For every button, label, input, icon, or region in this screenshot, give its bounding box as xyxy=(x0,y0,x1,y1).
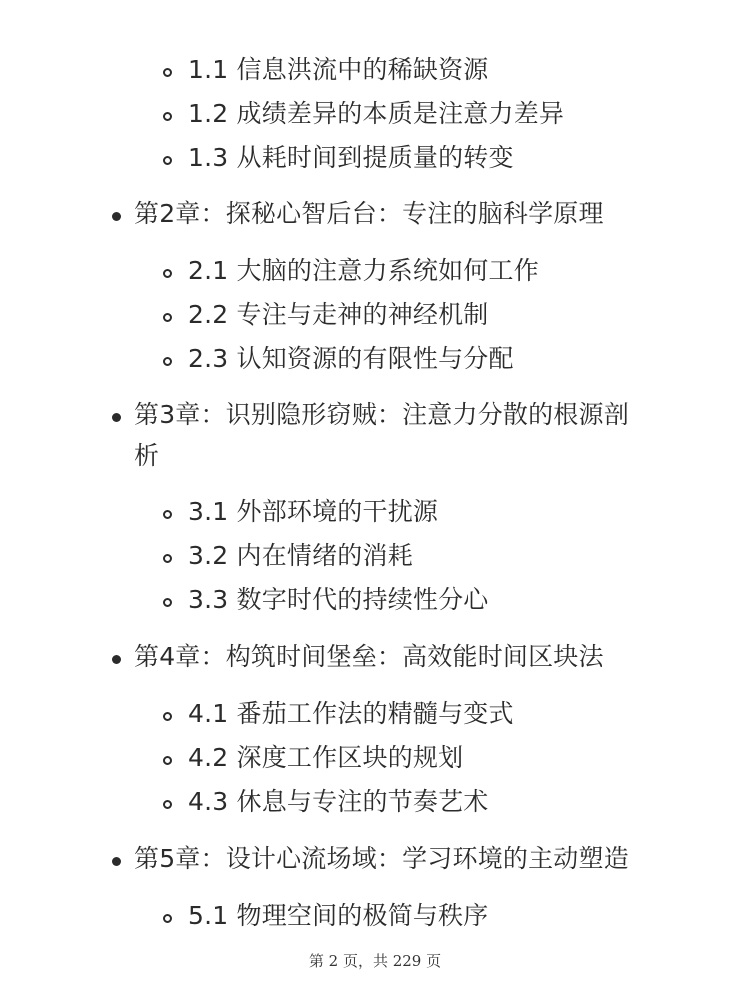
toc-subsection: 2.1 大脑的注意力系统如何工作 xyxy=(188,256,539,285)
page-number-footer: 第 2 页，共 229 页 xyxy=(308,952,442,970)
toc-subsection: 1.3 从耗时间到提质量的转变 xyxy=(188,143,514,172)
disc-bullet-icon xyxy=(112,655,121,664)
circle-bullet-icon xyxy=(163,914,172,923)
toc-subsection: 4.1 番茄工作法的精髓与变式 xyxy=(188,699,514,728)
toc-subsection: 2.2 专注与走神的神经机制 xyxy=(188,300,489,329)
circle-bullet-icon xyxy=(163,112,172,121)
toc-subsection: 3.2 内在情绪的消耗 xyxy=(188,541,413,570)
circle-bullet-icon xyxy=(163,598,172,607)
circle-bullet-icon xyxy=(163,357,172,366)
toc-chapter: 第2章：探秘心智后台：专注的脑科学原理 xyxy=(134,199,604,228)
toc-chapter: 第5章：设计心流场域：学习环境的主动塑造 xyxy=(134,844,629,873)
circle-bullet-icon xyxy=(163,554,172,563)
toc-subsection: 3.1 外部环境的干扰源 xyxy=(188,497,439,526)
toc-subsection: 5.1 物理空间的极简与秩序 xyxy=(188,901,489,930)
disc-bullet-icon xyxy=(112,413,121,422)
circle-bullet-icon xyxy=(163,800,172,809)
circle-bullet-icon xyxy=(163,269,172,278)
circle-bullet-icon xyxy=(163,313,172,322)
disc-bullet-icon xyxy=(112,857,121,866)
toc-subsection: 1.2 成绩差异的本质是注意力差异 xyxy=(188,99,565,128)
toc-subsection: 2.3 认知资源的有限性与分配 xyxy=(188,344,514,373)
toc-subsection: 3.3 数字时代的持续性分心 xyxy=(188,585,489,614)
toc-chapter-continuation: 析 xyxy=(134,441,160,470)
toc-chapter: 第4章：构筑时间堡垒：高效能时间区块法 xyxy=(134,642,604,671)
disc-bullet-icon xyxy=(112,212,121,221)
circle-bullet-icon xyxy=(163,156,172,165)
toc-subsection: 4.3 休息与专注的节奏艺术 xyxy=(188,787,489,816)
circle-bullet-icon xyxy=(163,68,172,77)
circle-bullet-icon xyxy=(163,510,172,519)
toc-chapter: 第3章：识别隐形窃贼：注意力分散的根源剖 xyxy=(134,400,629,429)
toc-subsection: 4.2 深度工作区块的规划 xyxy=(188,743,464,772)
circle-bullet-icon xyxy=(163,712,172,721)
circle-bullet-icon xyxy=(163,756,172,765)
toc-subsection: 1.1 信息洪流中的稀缺资源 xyxy=(188,55,489,84)
